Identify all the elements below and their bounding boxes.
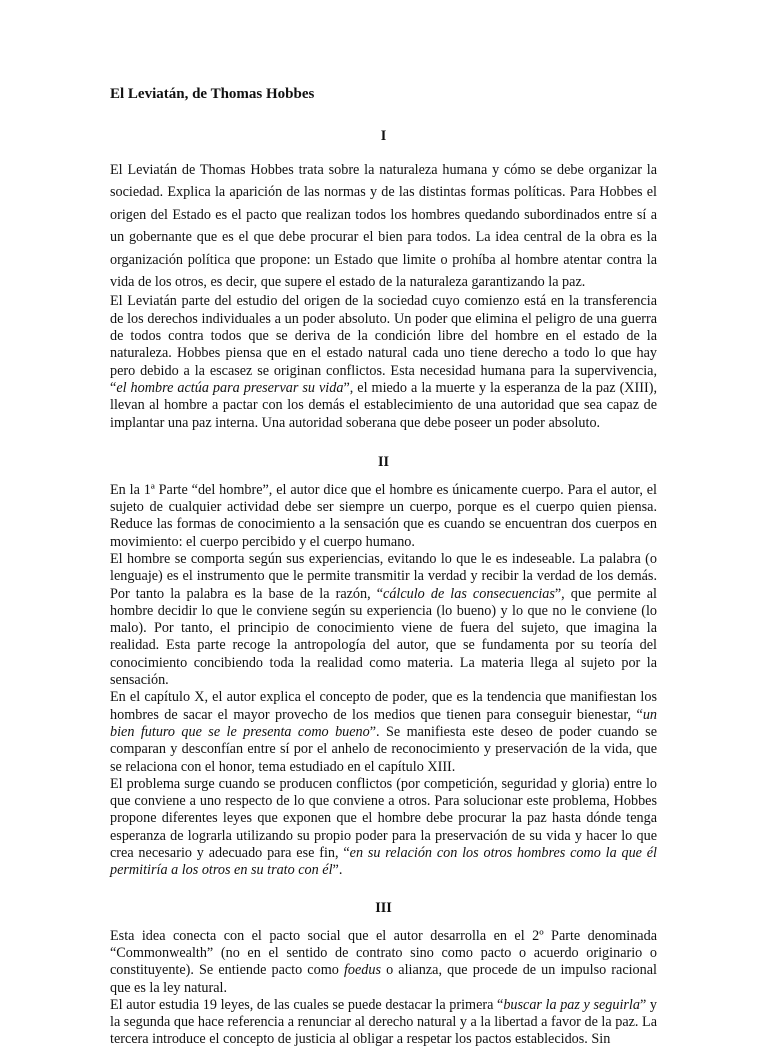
paragraph [110, 159, 657, 293]
section-spacer [110, 432, 657, 454]
text-run: o alianza, que procede de un impulso racional que es la ley natural. [110, 962, 657, 996]
paragraph [110, 689, 657, 775]
text-run: El Leviatán parte del estudio del origen de la sociedad cuyo comienzo está en la transferencia de los derechos individuales a un poder absoluto. Un poder que elimina el peligro de una guerra de todos contra todos que se deriva de la condición libre del hombre en el estado de la naturaleza. Hobbes piensa que en el estado natural cada uno tiene derecho a todo lo que hay pero debido a la escasez se originan conflictos. Esta necesidad humana para la supervivencia, “ [110, 293, 657, 396]
text-run: ”. [332, 862, 343, 879]
section-1 [110, 128, 657, 432]
quoted-phrase: cálculo de las consecuencias [383, 585, 555, 602]
text-run: El Leviatán de Thomas Hobbes trata sobre la naturaleza humana y cómo se debe organizar la sociedad. Explica la aparición de las normas y de las distintas formas políticas. Para Hobbes el origen del Estado es el pacto que realizan todos los hombres quedando subordinados entre sí a un gobernante que es el que debe procurar el bien para todos. La idea central de la obra es la organización política que propone: un Estado que limite o prohíba al hombre atentar contra la vida de los otros, es decir, que supere el estado de la naturaleza garantizando la paz. [110, 162, 657, 291]
section-heading: II [377, 453, 390, 470]
paragraph [110, 293, 657, 431]
paragraph [110, 997, 657, 1049]
text-run: El hombre se comporta según sus experiencias, evitando lo que le es indeseable. La palabra (o lenguaje) es el instrumento que le permite transmitir la verdad y recibir la verdad de los demás. Por tanto la palabra es la base de la razón, “ [110, 551, 657, 602]
text-run: ” y la segunda que hace referencia a renunciar al derecho natural y a la libertad a favor de la paz. La tercera introduce el concepto de justicia al obligar a respetar los pactos establecidos. Sin [110, 996, 657, 1048]
quoted-phrase: un bien futuro que se le presenta como bueno [110, 706, 657, 740]
section-spacer [110, 880, 657, 900]
text-run: ”, el miedo a la muerte y la esperanza de la paz (XIII), llevan al hombre a pactar con los demás el establecimiento de una autoridad que sea capaz de implantar una paz interna. Una autoridad soberana que debe poseer un poder absoluto. [110, 379, 657, 431]
quoted-phrase: buscar la paz y seguirla [503, 996, 640, 1013]
section-2 [110, 454, 657, 880]
text-run: ”. Se manifiesta este deseo de poder cuando se comparan y desconfían entre sí por el anhelo de reconocimiento y preservación de la vida, que se relaciona con el honor, tema estudiado en el capítulo XIII. [110, 723, 657, 775]
paragraph [110, 482, 657, 551]
text-run: El autor estudia 19 leyes, de las cuales se puede destacar la primera “ [110, 996, 504, 1013]
paragraph [110, 928, 657, 997]
text-run: En la 1ª Parte “del hombre”, el autor dice que el hombre es únicamente cuerpo. Para el autor, el sujeto de cualquier actividad debe ser siempre un cuerpo, porque es el cuerpo quien piensa. Reduce las formas de conocimiento a la sensación que es cuando se encuentran dos cuerpos en movimiento: el cuerpo percibido y el cuerpo humano. [110, 481, 657, 550]
text-run: ”, que permite al hombre decidir lo que le conviene según su experiencia (lo bueno) y lo que no le conviene (lo malo). Por tanto, el principio de conocimiento viene de fuera del sujeto, que imagina la realidad. Esta parte recoge la antropología del autor, que se fundamenta por su teoría del conocimiento concibiendo toda la realidad como materia. La materia llega al sujeto por la sensación. [110, 585, 657, 689]
text-run: En el capítulo X, el autor explica el concepto de poder, que es la tendencia que manifiestan los hombres de sacar el mayor provecho de los medios que tienen para conseguir bienestar, “ [110, 689, 657, 723]
text-run: Esta idea conecta con el pacto social que el autor desarrolla en el 2º Parte denominada “Commonwealth” (no en el sentido de contrato sino como pacto o acuerdo originario o constituyente). Se entiende pacto como [110, 927, 657, 979]
text-run: El problema surge cuando se producen conflictos (por competición, seguridad y gloria) entre lo que conviene a uno respecto de lo que conviene a otros. Para solucionar este problema, Hobbes propone diferentes leyes que exponen que el hombre debe procurar la paz hasta dónde tenga esperanza de lograrla utilizando su propio poder para la preservación de su vida y hacer lo que crea necesario y adecuado para ese fin, “ [110, 775, 657, 862]
quoted-phrase: foedus [343, 962, 381, 979]
section-3 [110, 900, 657, 1049]
paragraph [110, 551, 657, 689]
quoted-phrase: el hombre actúa para preservar su vida [116, 379, 344, 396]
quoted-phrase: en su relación con los otros hombres como la que él permitiría a los otros en su trato con él [110, 845, 658, 879]
section-heading: I [380, 128, 387, 144]
section-heading: III [375, 899, 392, 916]
paragraph [110, 776, 657, 880]
document-title: El Leviatán, de Thomas Hobbes [110, 86, 315, 102]
document-body [110, 128, 657, 1049]
